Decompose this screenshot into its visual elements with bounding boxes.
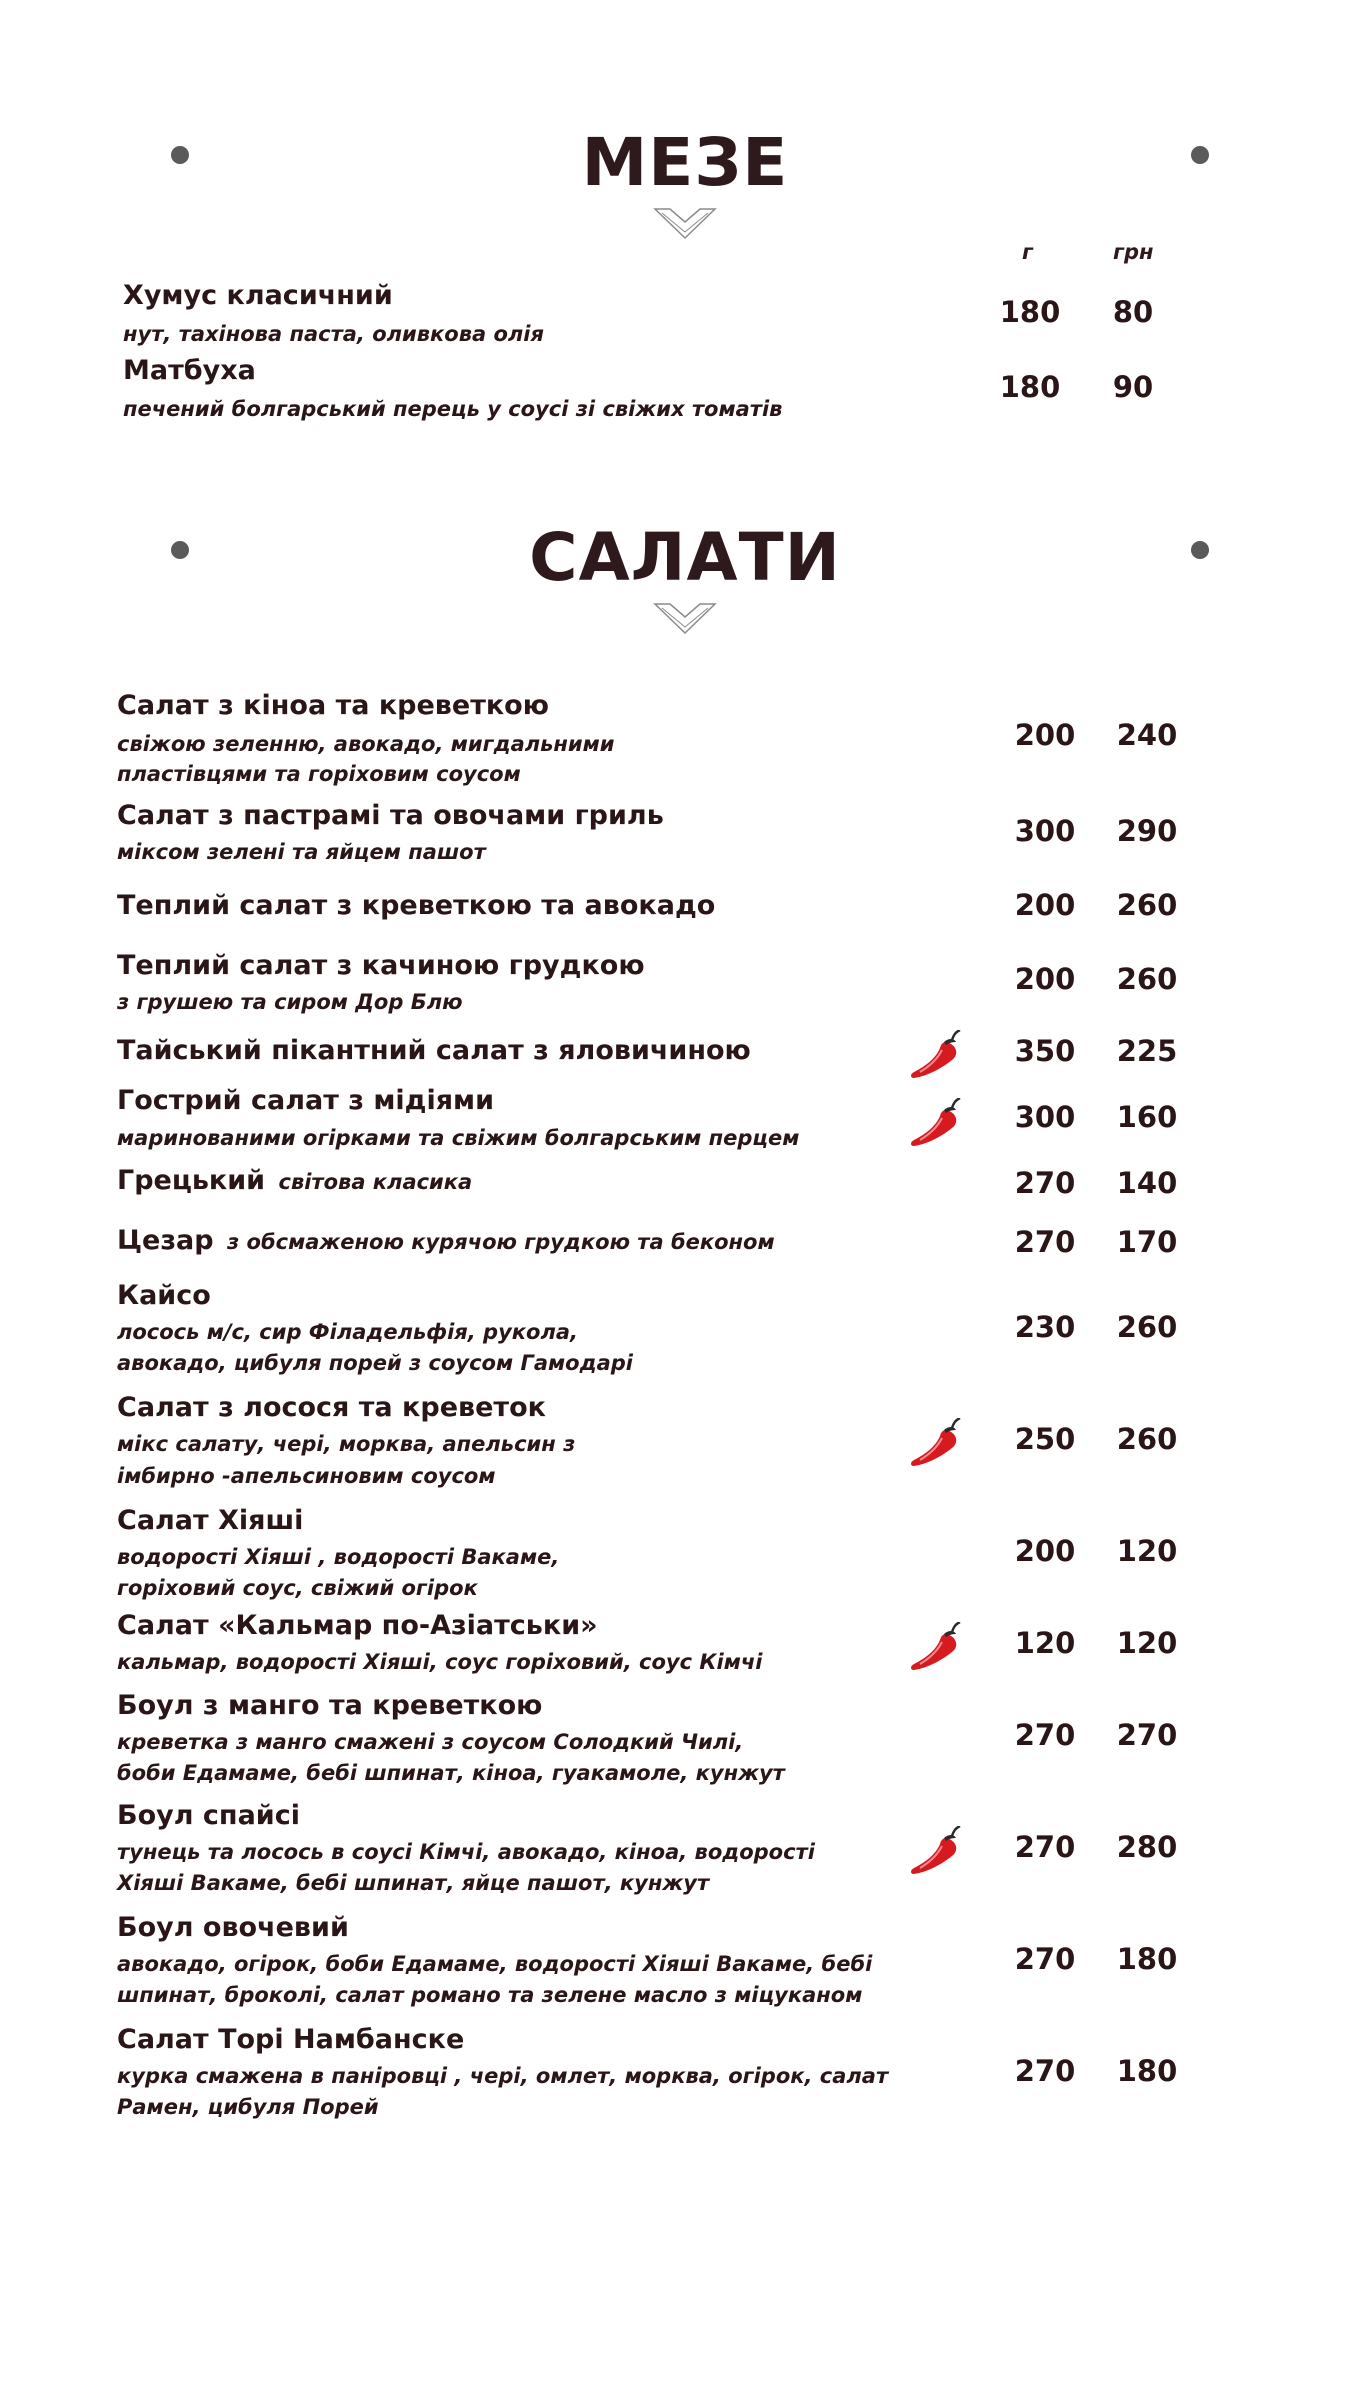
- item-weight: 230: [1014, 1310, 1076, 1344]
- item-description: лосось м/с, сир Філадельфія, рукола,: [117, 1320, 578, 1344]
- item-weight: 200: [1014, 888, 1076, 922]
- item-description: авокадо, цибуля порей з соусом Гамодарі: [117, 1351, 633, 1375]
- item-weight: 120: [1014, 1626, 1076, 1660]
- item-name: [117, 890, 715, 921]
- item-name-text: Тайський пікантний салат з яловичиною: [117, 1035, 751, 1066]
- item-description: курка смажена в паніровці , чері, омлет, морква, огірок, салат: [117, 2064, 889, 2088]
- item-description: міксом зелені та яйцем пашот: [117, 840, 486, 864]
- item-description: печений болгарський перець у соусі зі свіжих томатів: [123, 397, 783, 421]
- item-name: [117, 1280, 211, 1311]
- item-weight: 300: [1014, 814, 1076, 848]
- item-description: шпинат, броколі, салат романо та зелене масло з міцуканом: [117, 1983, 863, 2007]
- section-title-meze: МЕЗЕ: [581, 124, 789, 201]
- item-price: 260: [1116, 962, 1178, 996]
- unit-weight-label: г: [1022, 240, 1033, 264]
- item-name-text: Грецький: [117, 1165, 266, 1196]
- item-price: 80: [1112, 295, 1154, 329]
- item-weight: 270: [1014, 1942, 1076, 1976]
- item-weight: 250: [1014, 1422, 1076, 1456]
- item-name-text: Боул з манго та креветкою: [117, 1690, 543, 1721]
- item-name: [117, 1392, 546, 1423]
- item-inline-description: світова класика: [278, 1170, 473, 1194]
- item-price: 140: [1116, 1166, 1178, 1200]
- item-price: 160: [1116, 1100, 1178, 1134]
- item-description: водорості Хіяші , водорості Вакаме,: [117, 1545, 560, 1569]
- item-weight: 270: [1014, 1166, 1076, 1200]
- item-name-text: Салат з лосося та креветок: [117, 1392, 546, 1423]
- item-price: 260: [1116, 888, 1178, 922]
- item-price: 260: [1116, 1422, 1178, 1456]
- item-name: Матбуха: [123, 355, 256, 386]
- item-price: 290: [1116, 814, 1178, 848]
- item-weight: 180: [999, 295, 1061, 329]
- item-name: Хумус класичний: [123, 280, 393, 311]
- meze-banner: [150, 110, 1220, 250]
- item-description: маринованими огірками та свіжим болгарським перцем: [117, 1126, 800, 1150]
- item-name: [117, 2024, 464, 2055]
- item-price: 90: [1112, 370, 1154, 404]
- item-description: Хіяші Вакаме, бебі шпинат, яйце пашот, кунжут: [117, 1871, 710, 1895]
- item-description: кальмар, водорості Хіяші, соус горіховий, соус Кімчі: [117, 1650, 763, 1674]
- item-name-text: Салат Хіяші: [117, 1505, 304, 1536]
- item-description: горіховий соус, свіжий огірок: [117, 1576, 478, 1600]
- item-description: з грушею та сиром Дор Блю: [117, 990, 463, 1014]
- item-weight: 180: [999, 370, 1061, 404]
- item-price: 180: [1116, 1942, 1178, 1976]
- item-name: [117, 1165, 472, 1196]
- item-name: [117, 800, 664, 831]
- item-name-text: Салат Торі Намбанске: [117, 2024, 465, 2055]
- item-weight: 200: [1014, 718, 1076, 752]
- item-description: пластівцями та горіховим соусом: [117, 762, 521, 786]
- item-name: [117, 1035, 751, 1066]
- item-description: Рамен, цибуля Порей: [117, 2095, 379, 2119]
- item-name-text: Цезар: [117, 1225, 214, 1256]
- item-inline-description: з обсмаженою курячою грудкою та беконом: [227, 1230, 775, 1254]
- item-description: свіжою зеленню, авокадо, мигдальними: [117, 732, 615, 756]
- item-price: 170: [1116, 1225, 1178, 1259]
- item-weight: 270: [1014, 1718, 1076, 1752]
- section-title-salads: САЛАТИ: [529, 519, 841, 596]
- item-description: авокадо, огірок, боби Едамаме, водорості Хіяші Вакаме, бебі: [117, 1952, 873, 1976]
- item-weight: 350: [1014, 1034, 1076, 1068]
- item-weight: 270: [1014, 1225, 1076, 1259]
- chili-pepper-icon: [908, 1030, 964, 1082]
- item-name-text: Салат з кіноа та креветкою: [117, 690, 549, 721]
- item-name: [117, 950, 645, 981]
- item-name: [117, 1800, 300, 1831]
- item-price: 270: [1116, 1718, 1178, 1752]
- item-price: 240: [1116, 718, 1178, 752]
- item-price: 280: [1116, 1830, 1178, 1864]
- item-description: тунець та лосось в соусі Кімчі, авокадо, кіноа, водорості: [117, 1840, 815, 1864]
- item-name-text: Салат «Кальмар по-Азіатськи»: [117, 1610, 598, 1641]
- item-description: боби Едамаме, бебі шпинат, кіноа, гуакамоле, кунжут: [117, 1761, 785, 1785]
- item-weight: 270: [1014, 1830, 1076, 1864]
- item-name-text: Салат з пастрамі та овочами гриль: [117, 800, 664, 831]
- item-name: [117, 1085, 494, 1116]
- item-price: 120: [1116, 1626, 1178, 1660]
- item-description: мікс салату, чері, морква, апельсин з: [117, 1432, 576, 1456]
- item-name: [117, 1610, 598, 1641]
- item-price: 180: [1116, 2054, 1178, 2088]
- chili-pepper-icon: [908, 1098, 964, 1150]
- item-name: [117, 1912, 349, 1943]
- item-description: імбирно -апельсиновим соусом: [117, 1464, 496, 1488]
- item-name-text: Теплий салат з креветкою та авокадо: [117, 890, 716, 921]
- item-weight: 300: [1014, 1100, 1076, 1134]
- item-name: [117, 1505, 303, 1536]
- item-name-text: Боул спайсі: [117, 1800, 300, 1831]
- item-name-text: Теплий салат з качиною грудкою: [117, 950, 645, 981]
- chili-pepper-icon: [908, 1622, 964, 1674]
- chili-pepper-icon: [908, 1418, 964, 1470]
- item-weight: 200: [1014, 1534, 1076, 1568]
- item-name-text: Боул овочевий: [117, 1912, 349, 1943]
- item-name: [117, 1225, 775, 1256]
- item-name-text: Гострий салат з мідіями: [117, 1085, 495, 1116]
- item-name: [117, 690, 549, 721]
- item-description: нут, тахінова паста, оливкова олія: [123, 322, 544, 346]
- item-description: креветка з манго смажені з соусом Солодкий Чилі,: [117, 1730, 744, 1754]
- item-weight: 200: [1014, 962, 1076, 996]
- unit-price-label: грн: [1113, 240, 1154, 264]
- item-price: 225: [1116, 1034, 1178, 1068]
- item-name-text: Кайсо: [117, 1280, 211, 1311]
- item-price: 120: [1116, 1534, 1178, 1568]
- salads-banner: [150, 505, 1220, 645]
- chili-pepper-icon: [908, 1826, 964, 1878]
- item-price: 260: [1116, 1310, 1178, 1344]
- item-name: [117, 1690, 542, 1721]
- item-weight: 270: [1014, 2054, 1076, 2088]
